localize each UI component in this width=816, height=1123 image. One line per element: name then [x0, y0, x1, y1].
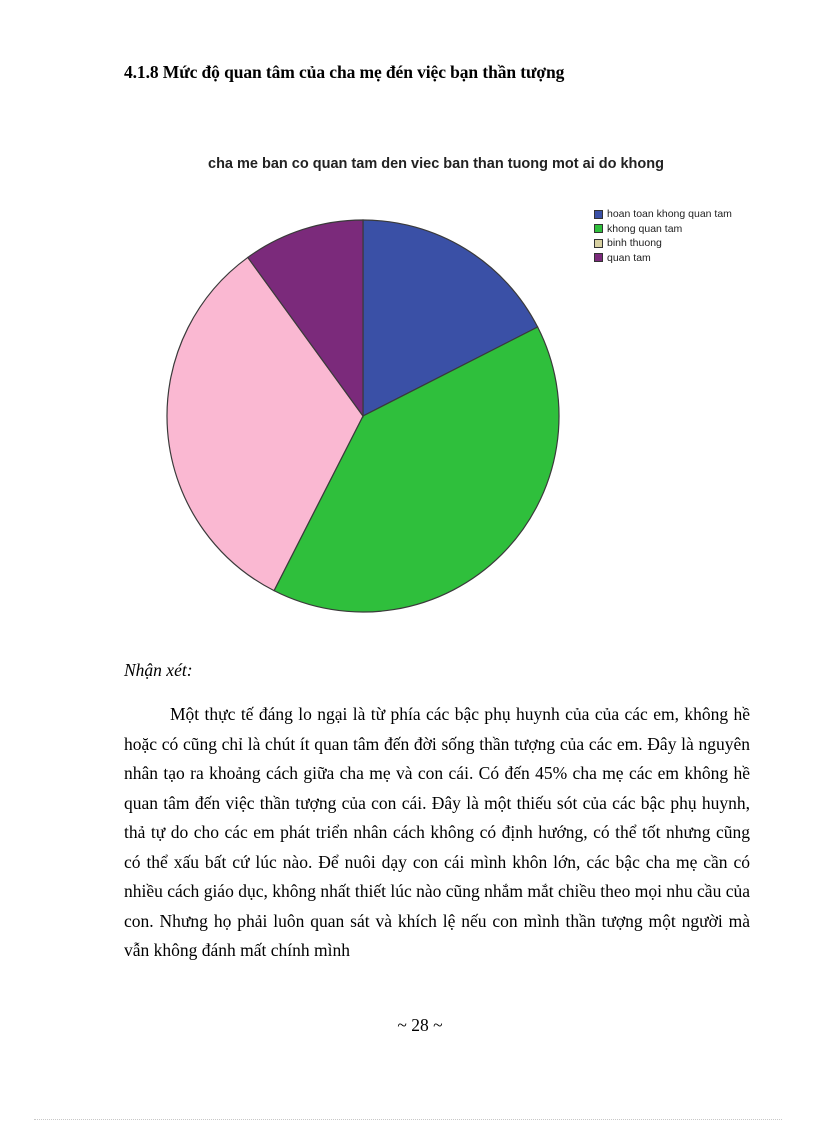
legend-label: khong quan tam — [607, 222, 683, 235]
legend-swatch — [594, 210, 603, 219]
legend-swatch — [594, 253, 603, 262]
legend-swatch — [594, 224, 603, 233]
legend-item — [594, 207, 732, 222]
legend-item — [594, 222, 732, 237]
page-number: ~ 28 ~ — [397, 1015, 443, 1035]
legend-swatch — [594, 239, 603, 248]
legend-label: hoan toan khong quan tam — [607, 208, 732, 220]
section-heading: 4.1.8 Mức độ quan tâm của cha mẹ đén việc bạn thần tượng — [124, 62, 565, 82]
chart-legend — [594, 207, 732, 265]
chart-title: cha me ban co quan tam den viec ban than tuong mot ai do khong — [208, 156, 664, 172]
footer-divider — [34, 1119, 782, 1120]
legend-label: binh thuong — [607, 237, 662, 249]
remark-label: Nhận xét: — [124, 660, 193, 680]
legend-label: quan tam — [607, 251, 651, 264]
remark-paragraph: Một thực tế đáng lo ngại là từ phía các bậc phụ huynh của của các em, không hề hoặc có cũng chỉ là chút ít quan tâm đến đời sống thần tượng của các em. Đây là nguyên nhân tạo ra khoảng cách giữa cha mẹ và con cái. Có đến 45% cha mẹ các em không hề quan tâm đến việc thần tượng của con cái. Đây là một thiếu sót của các bậc phụ huynh, thả tự do cho các em phát triển nhân cách không có định hướng, có thể tốt nhưng cũng có thể xấu bất cứ lúc nào. Để nuôi dạy con cái mình khôn lớn, các bậc cha mẹ cần có nhiều cách giáo dục, không nhất thiết lúc nào cũng nhắm mắt chiều theo mọi nhu cầu của con. Nhưng họ phải luôn quan sát và khích lệ nếu con mình thần tượng một người mà vẫn không đánh mất chính mình — [124, 704, 750, 960]
legend-item — [594, 236, 732, 251]
legend-item — [594, 251, 732, 266]
